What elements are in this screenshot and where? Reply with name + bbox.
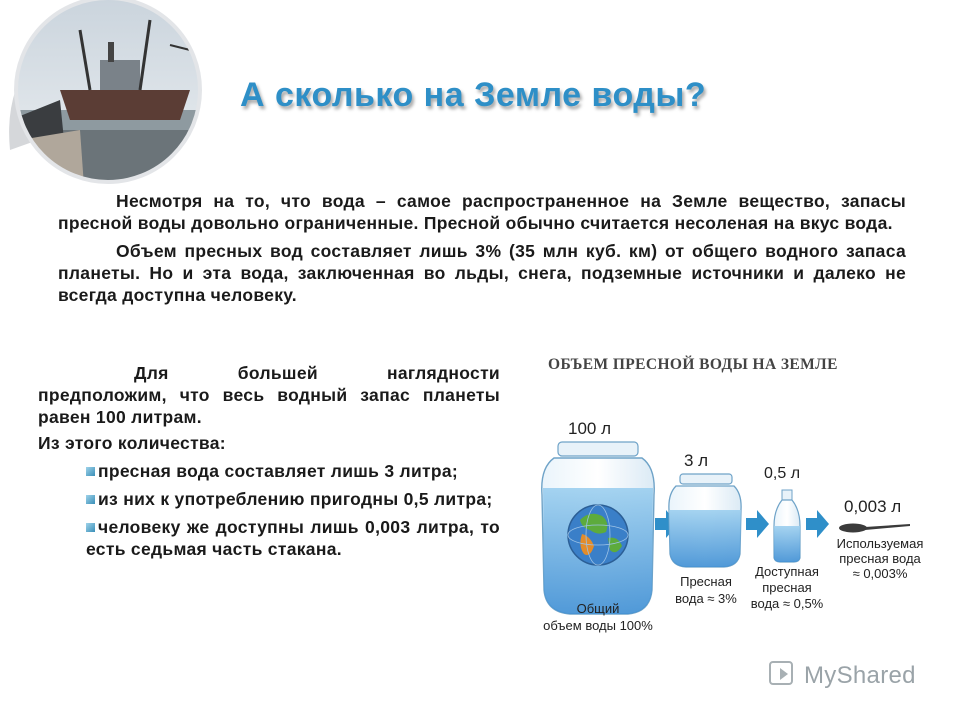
volume-label-100: 100 л — [568, 419, 612, 438]
fresh-water-figure — [510, 350, 930, 650]
subheading: Из этого количества: — [38, 433, 226, 453]
page-title: А сколько на Земле воды? — [240, 76, 707, 114]
caption-available-3: вода ≈ 0,5% — [750, 596, 824, 611]
watermark — [768, 656, 928, 696]
bullet-icon — [86, 523, 95, 532]
volume-label-0-5: 0,5 л — [764, 465, 801, 482]
bullet-text: из них к употреблению пригодны 0,5 литра; — [98, 489, 493, 509]
bullet-icon — [86, 467, 95, 476]
caption-used-1: Используемая — [836, 536, 924, 551]
port-photo — [0, 0, 220, 200]
caption-available-1: Доступная — [755, 564, 819, 579]
watermark-text: MyShared — [804, 662, 916, 689]
spoon-icon — [839, 524, 910, 533]
caption-available-2: пресная — [762, 580, 812, 595]
bullet-text: пресная вода составляет лишь 3 литра; — [98, 461, 459, 481]
intro-paragraph-2: Объем пресных вод составляет лишь 3% (35 млн куб. км) от общего водного запаса планеты. Но и эта вода, заключенная во льды, снега, подземные источники и далеко не всегда доступна человеку. — [58, 241, 906, 305]
caption-fresh-1: Пресная — [680, 574, 732, 589]
figure-title: ОБЪЕМ ПРЕСНОЙ ВОДЫ НА ЗЕМЛЕ — [548, 356, 838, 373]
intro-text — [58, 190, 906, 312]
list-item — [86, 460, 500, 482]
left-text-block — [38, 362, 500, 566]
volume-label-3: 3 л — [684, 451, 709, 470]
logo-icon — [768, 658, 800, 690]
bullet-icon — [86, 495, 95, 504]
arrow-right-icon — [806, 510, 829, 538]
caption-used-3: ≈ 0,003% — [852, 566, 908, 581]
port-photo-image — [0, 0, 220, 200]
intro-paragraph-1: Несмотря на то, что вода – самое распространенное на Земле вещество, запасы пресной воды довольно ограниченные. Пресной обычно считается несоленая на вкус вода. — [58, 191, 906, 233]
caption-total-2: объем воды 100% — [543, 618, 653, 633]
assumption-paragraph: Для большей наглядности предположим, что весь водный запас планеты равен 100 литрам. — [38, 363, 500, 427]
bullet-list — [38, 460, 500, 560]
figure-canvas — [510, 350, 930, 650]
bullet-text: человеку же доступны лишь 0,003 литра, то есть седьмая часть стакана. — [86, 517, 500, 559]
arrow-right-icon — [746, 510, 769, 538]
list-item — [86, 516, 500, 560]
caption-fresh-2: вода ≈ 3% — [675, 591, 737, 606]
list-item — [86, 488, 500, 510]
caption-total-1: Общий — [576, 601, 620, 616]
caption-used-2: пресная вода — [839, 551, 921, 566]
volume-label-0-003: 0,003 л — [844, 497, 902, 516]
globe-icon — [568, 505, 628, 565]
jar-3l — [669, 474, 741, 567]
bottle-0-5l — [774, 490, 800, 562]
jar-100l — [542, 442, 655, 614]
